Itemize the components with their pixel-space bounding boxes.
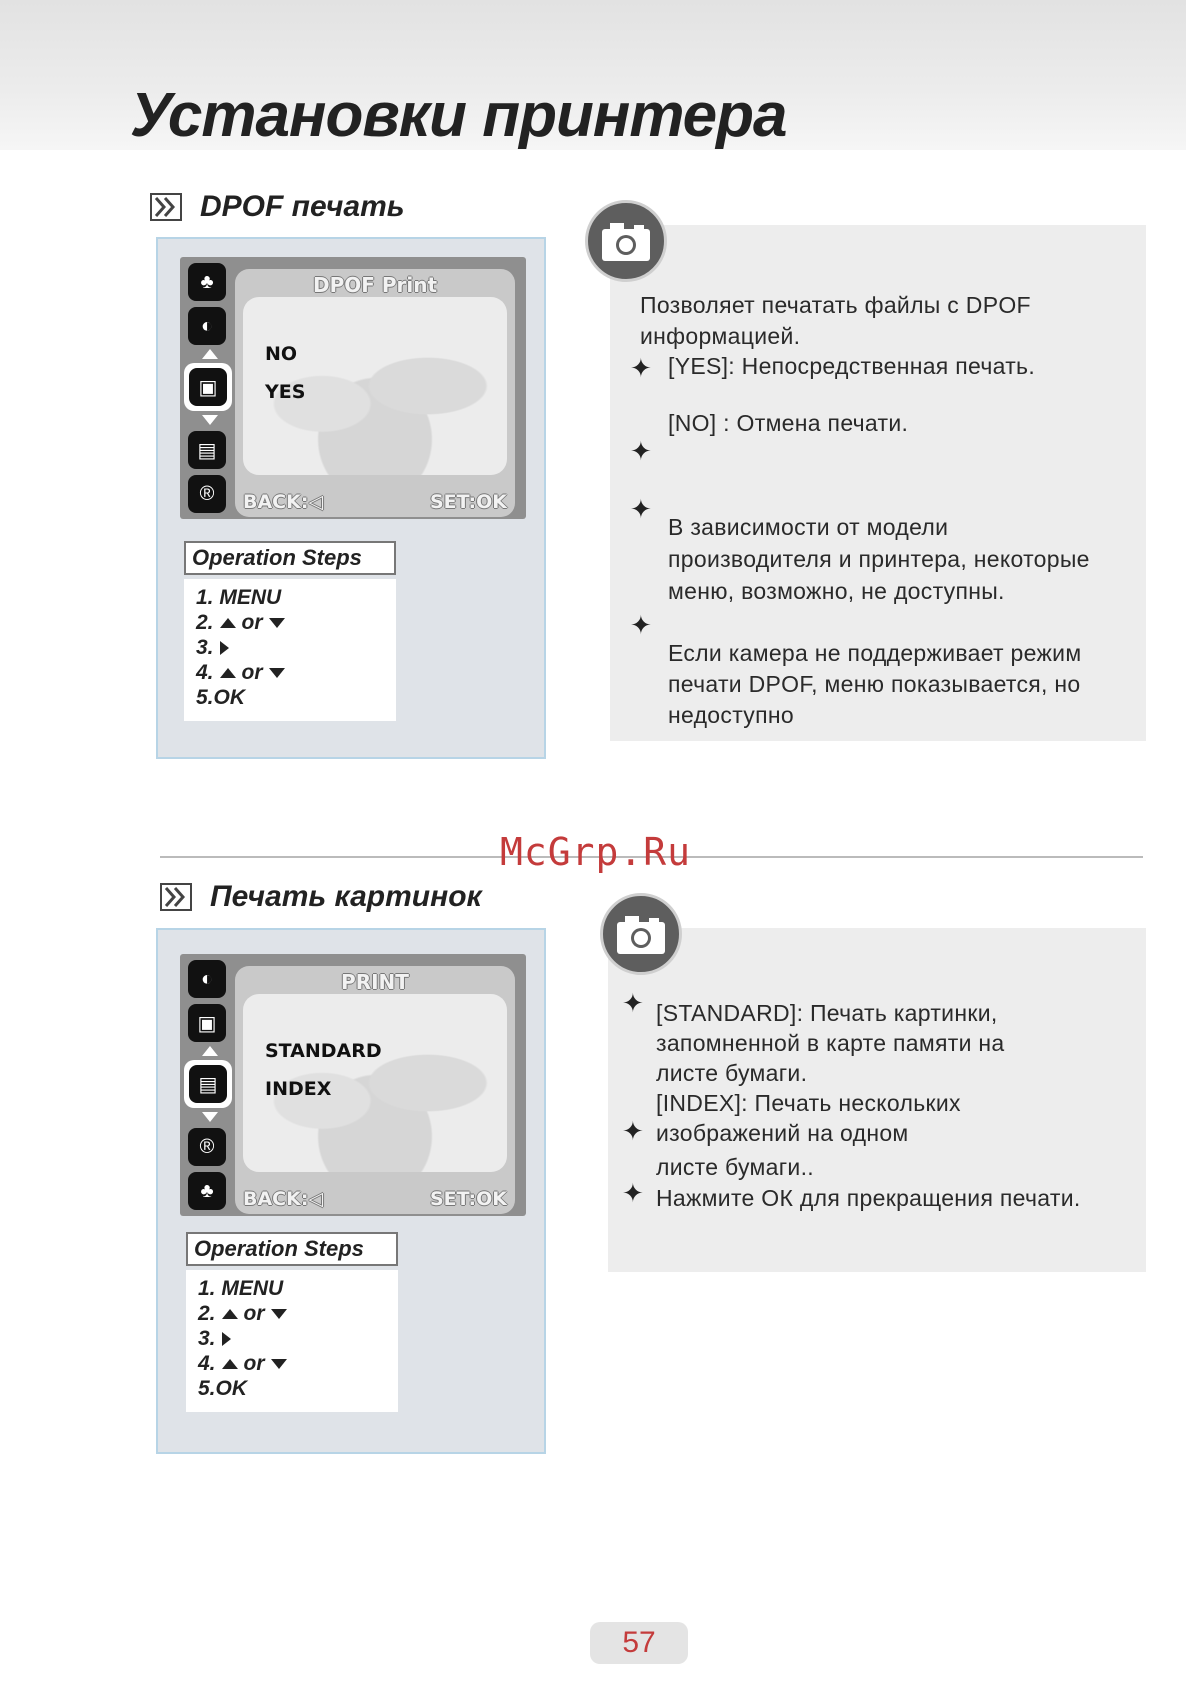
info-index-line1: [INDEX]: Печать нескольких	[656, 1090, 961, 1116]
camera-icon	[585, 200, 667, 282]
section-dpof-header	[150, 190, 405, 224]
info-no: [NO] : Отмена печати.	[668, 410, 909, 436]
scroll-down-icon	[202, 415, 218, 425]
up-arrow-icon	[220, 618, 236, 628]
set-label: SET:OK	[429, 1188, 507, 1210]
info-standard-line2: запомненной в карте памяти на	[656, 1030, 1005, 1056]
step-2-num: 2.	[198, 1302, 216, 1325]
scroll-up-icon	[202, 1046, 218, 1056]
reset-icon: ®	[188, 475, 226, 513]
dpof-icon: ▣	[188, 1004, 226, 1042]
lcd-title: DPOF Print	[312, 273, 438, 297]
setup-icon: ◐	[188, 960, 226, 998]
option-index[interactable]: INDEX	[265, 1078, 332, 1100]
info-note1-line2: производителя и принтера, некоторые	[668, 546, 1090, 572]
scroll-up-icon	[202, 349, 218, 359]
step-2-or: or	[241, 611, 263, 634]
step-3-num: 3.	[198, 1327, 216, 1350]
info-yes: [YES]: Непосредственная печать.	[668, 353, 1036, 379]
star-bullet-icon: ✦	[630, 436, 652, 466]
info-note1-line1: В зависимости от модели	[668, 514, 949, 540]
camera-lcd	[180, 954, 526, 1216]
info-note1-line3: меню, возможно, не доступны.	[668, 578, 1005, 604]
step-1: 1. MENU	[198, 1277, 284, 1300]
section-title: Печать картинок	[210, 880, 482, 913]
double-chevron-icon	[160, 883, 192, 911]
operation-steps-title: Operation Steps	[184, 541, 396, 575]
info-ok: Нажмите ОК для прекращения печати.	[656, 1185, 1081, 1211]
step-1: 1. MENU	[196, 586, 282, 609]
star-bullet-icon: ✦	[630, 494, 652, 524]
star-bullet-icon: ✦	[630, 610, 652, 640]
step-3	[198, 1326, 386, 1351]
option-standard[interactable]: STANDARD	[265, 1040, 382, 1062]
up-arrow-icon	[222, 1359, 238, 1369]
page-number: 57	[590, 1622, 688, 1664]
info-index-line2: изображений на одном	[656, 1120, 909, 1146]
watermark: McGrp.Ru	[500, 830, 692, 874]
info-note2-line2: печати DPOF, меню показывается, но	[668, 671, 1081, 697]
step-2	[198, 1301, 386, 1326]
double-chevron-icon	[150, 193, 182, 221]
scene-icon: ♣	[188, 1172, 226, 1210]
printer-icon: ▤	[188, 431, 226, 469]
step-2-num: 2.	[196, 611, 214, 634]
scroll-down-icon	[202, 1112, 218, 1122]
dpof-left-panel	[156, 237, 546, 759]
star-bullet-icon: ✦	[622, 1116, 644, 1146]
up-arrow-icon	[220, 668, 236, 678]
operation-steps-list	[184, 579, 396, 721]
step-5: 5.OK	[196, 686, 246, 709]
down-arrow-icon	[269, 618, 285, 628]
operation-steps-title: Operation Steps	[186, 1232, 398, 1266]
lcd-title: PRINT	[341, 970, 409, 994]
info-index-line3: листе бумаги..	[656, 1154, 814, 1180]
scene-icon: ♣	[188, 263, 226, 301]
camera-lcd	[180, 257, 526, 519]
camera-icon	[600, 893, 682, 975]
step-2	[196, 610, 384, 635]
info-note2-line1: Если камера не поддерживает режим	[668, 640, 1082, 666]
info-standard-line1: [STANDARD]: Печать картинки,	[656, 1000, 998, 1026]
star-bullet-icon: ✦	[622, 1178, 644, 1208]
step-4-or: or	[243, 1352, 265, 1375]
right-arrow-icon	[220, 641, 229, 655]
page-title: Установки принтера	[130, 81, 787, 150]
star-bullet-icon: ✦	[630, 353, 652, 383]
step-4-num: 4.	[198, 1352, 216, 1375]
back-label: BACK:◁	[243, 1188, 324, 1210]
step-4	[196, 660, 384, 685]
info-intro-line1: Позволяет печатать файлы с DPOF	[640, 292, 1031, 318]
lcd-screen	[235, 966, 515, 1214]
info-note2-line3: недоступно	[668, 702, 794, 728]
down-arrow-icon	[271, 1359, 287, 1369]
step-2-or: or	[243, 1302, 265, 1325]
printer-icon[interactable]: ▤	[184, 1060, 232, 1108]
option-no[interactable]: NO	[265, 343, 298, 365]
reset-icon: ®	[188, 1128, 226, 1166]
step-5: 5.OK	[198, 1377, 248, 1400]
step-4-num: 4.	[196, 661, 214, 684]
section-title: DPOF печать	[200, 190, 405, 223]
step-3-num: 3.	[196, 636, 214, 659]
star-bullet-icon: ✦	[622, 988, 644, 1018]
back-label: BACK:◁	[243, 491, 324, 513]
info-intro-line2: информацией.	[640, 323, 801, 349]
print-left-panel	[156, 928, 546, 1454]
option-yes[interactable]: YES	[265, 381, 306, 403]
step-4	[198, 1351, 386, 1376]
set-label: SET:OK	[429, 491, 507, 513]
step-4-or: or	[241, 661, 263, 684]
lcd-screen	[235, 269, 515, 517]
up-arrow-icon	[222, 1309, 238, 1319]
right-arrow-icon	[222, 1332, 231, 1346]
setup-icon: ◐	[188, 307, 226, 345]
down-arrow-icon	[269, 668, 285, 678]
operation-steps-list	[186, 1270, 398, 1412]
section-print-header	[160, 880, 482, 914]
down-arrow-icon	[271, 1309, 287, 1319]
step-3	[196, 635, 384, 660]
dpof-icon[interactable]: ▣	[184, 363, 232, 411]
info-standard-line3: листе бумаги.	[656, 1060, 808, 1086]
